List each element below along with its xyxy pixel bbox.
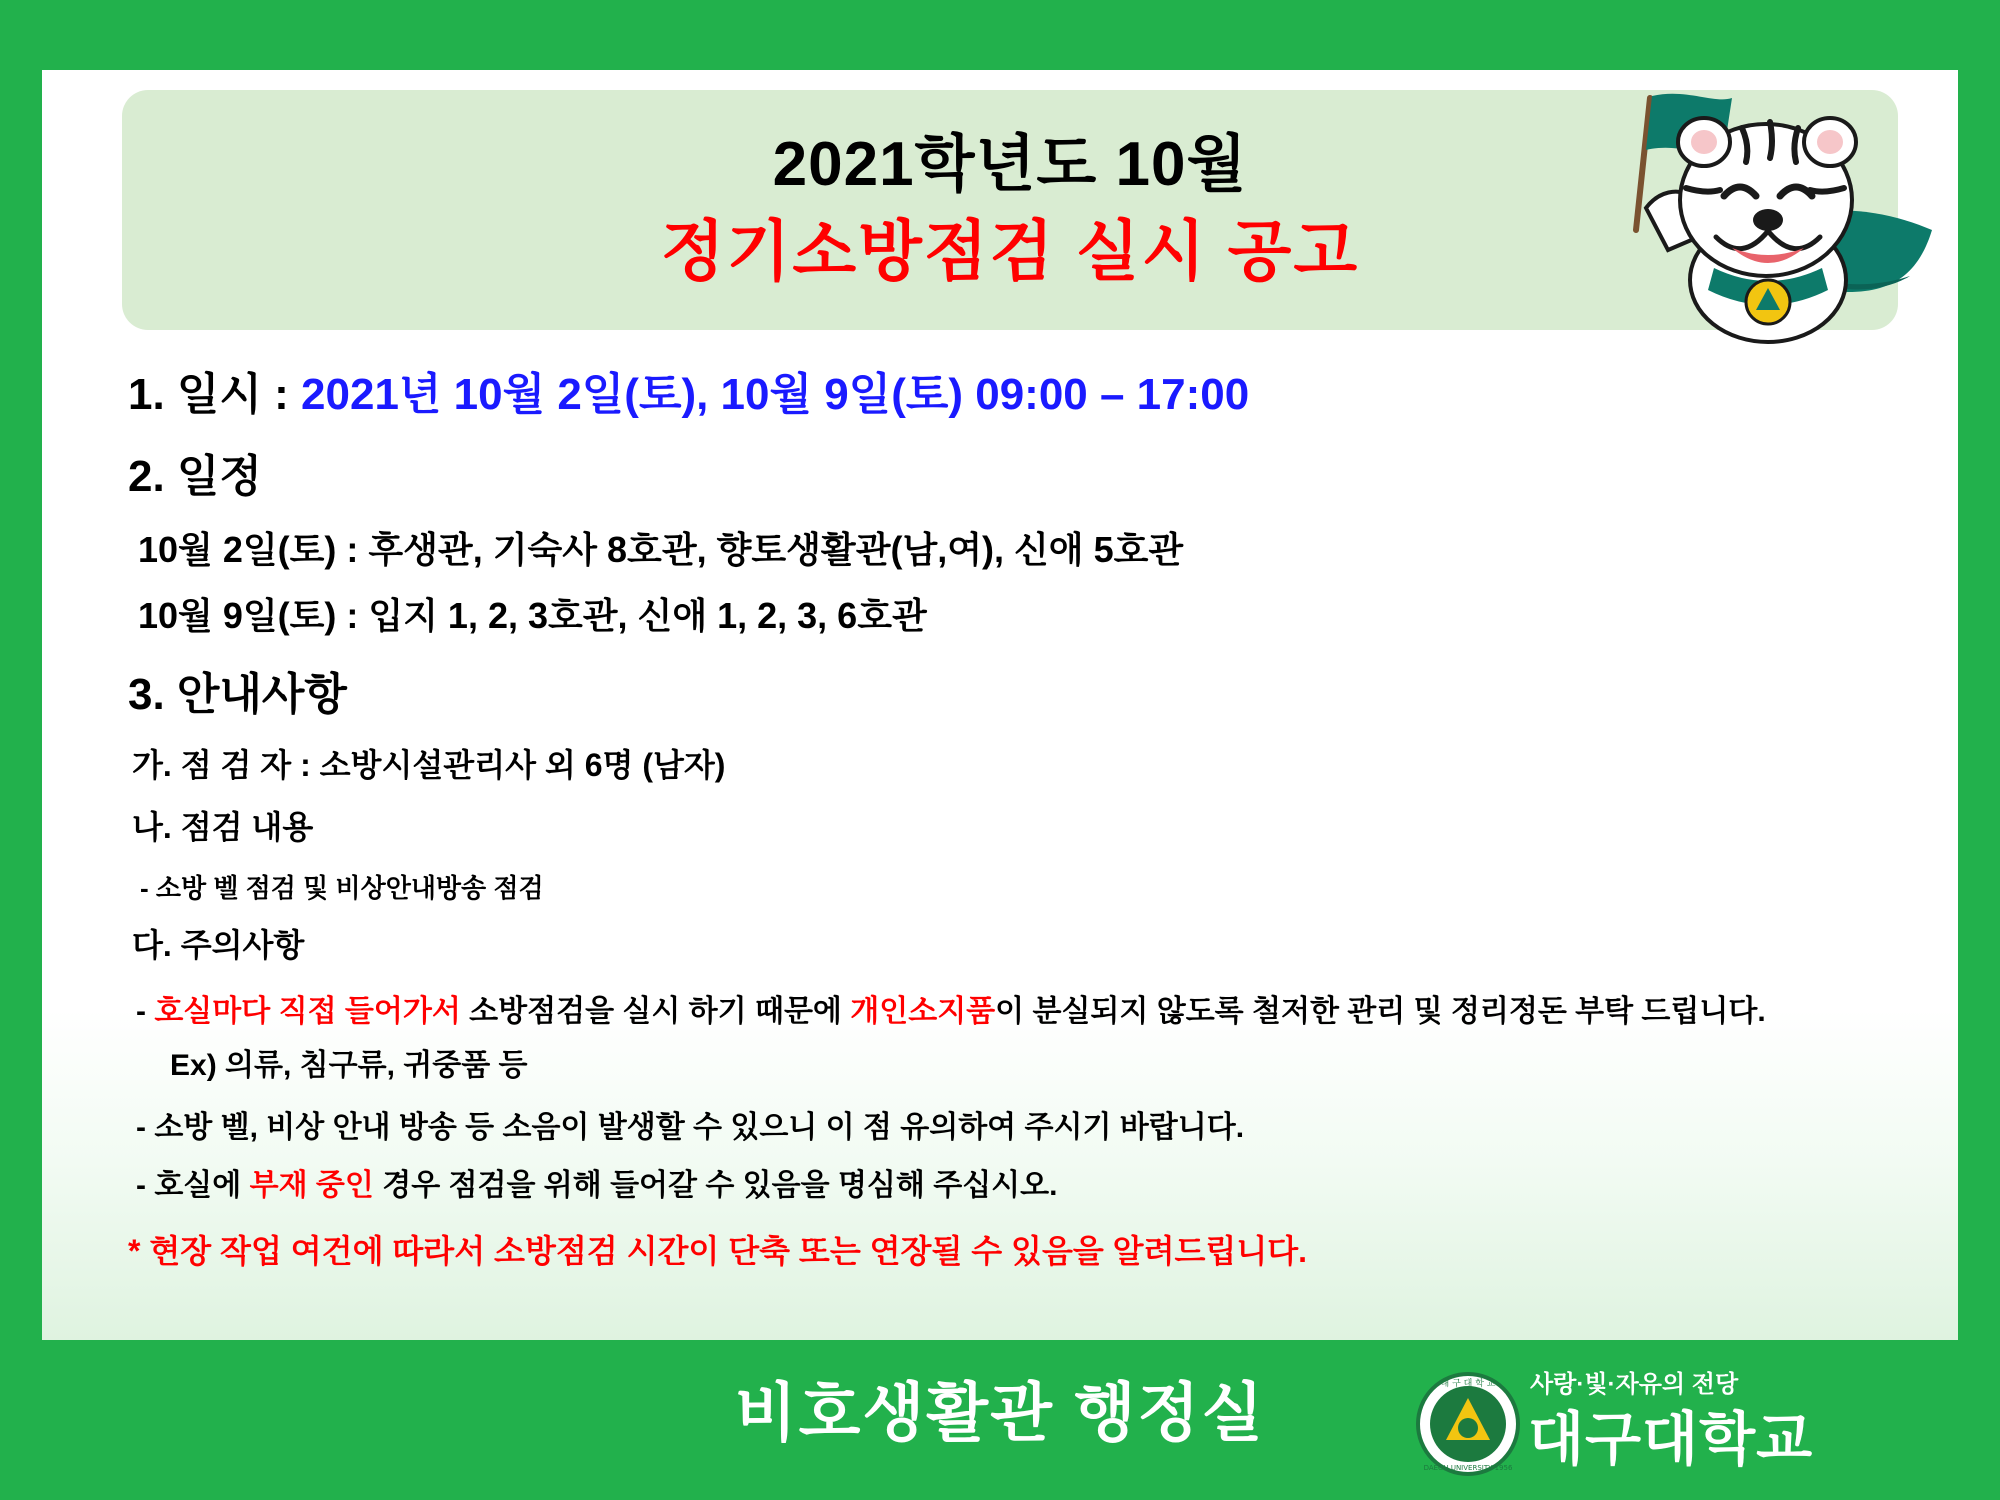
caution-3-post: 경우 점검을 위해 들어갈 수 있음을 명심해 주십시오. xyxy=(373,1169,1058,1202)
poster-title-line1: 2021학년도 10월 xyxy=(772,130,1248,199)
caution-3-pre: - 호실에 xyxy=(136,1169,250,1202)
university-emblem-icon xyxy=(1414,1370,1522,1478)
section-2-label: 2. 일정 xyxy=(128,452,262,501)
university-branding xyxy=(1400,1358,1960,1478)
section-2-line-1: 10월 2일(토) : 후생관, 기숙사 8호관, 향토생활관(남,여), 신애 5호관 xyxy=(138,529,1184,570)
section-3-item-a: 가. 점 검 자 : 소방시설관리사 외 6명 (남자) xyxy=(132,747,726,783)
svg-text:대 구 대 학 교: 대 구 대 학 교 xyxy=(1440,1379,1496,1389)
caution-1-dash: - xyxy=(136,995,155,1028)
poster-footer xyxy=(0,1340,2000,1500)
section-2-line-2: 10월 9일(토) : 입지 1, 2, 3호관, 신애 1, 2, 3, 6호관 xyxy=(138,595,927,636)
section-3-item-b: 나. 점검 내용 xyxy=(132,809,314,845)
svg-text:DAEGU UNIVERSITY 1956: DAEGU UNIVERSITY 1956 xyxy=(1423,1464,1513,1472)
section-3-label: 3. 안내사항 xyxy=(128,670,347,719)
caution-1-red-1: 호실마다 직접 들어가서 xyxy=(154,995,461,1028)
poster-card xyxy=(42,70,1958,1340)
section-3-footer-note: * 현장 작업 여건에 따라서 소방점검 시간이 단축 또는 연장될 수 있음을 알려드립니다. xyxy=(128,1233,1308,1269)
section-1-label: 1. 일시 : xyxy=(128,370,302,419)
caution-1-post: 이 분실되지 않도록 철저한 관리 및 정리정돈 부탁 드립니다. xyxy=(995,995,1766,1028)
caution-1-red-2: 개인소지품 xyxy=(850,995,996,1028)
university-slogan: 사랑·빛·자유의 전당 xyxy=(1530,1371,1739,1398)
caution-3-red: 부재 중인 xyxy=(249,1169,374,1202)
poster-title-line2: 정기소방점검 실시 공고 xyxy=(660,214,1360,288)
title-band xyxy=(122,90,1898,330)
caution-item-3 xyxy=(136,1160,1057,1204)
section-1-value: 2021년 10월 2일(토), 10월 9일(토) 09:00 – 17:00 xyxy=(301,370,1250,419)
footer-office-name: 비호생활관 행정실 xyxy=(734,1377,1266,1449)
section-1 xyxy=(128,358,1249,422)
section-3-item-c: 다. 주의사항 xyxy=(132,927,305,963)
caution-1-mid: 소방점검을 실시 하기 때문에 xyxy=(460,995,851,1028)
section-3-item-b-detail: - 소방 벨 점검 및 비상안내방송 점검 xyxy=(140,873,544,903)
caution-item-2: - 소방 벨, 비상 안내 방송 등 소음이 발생할 수 있으니 이 점 유의하여 주시기 바랍니다. xyxy=(136,1111,1245,1144)
caution-item-1 xyxy=(136,986,1766,1030)
caution-item-1-example: Ex) 의류, 침구류, 귀중품 등 xyxy=(170,1049,528,1082)
university-name: 대구대학교 xyxy=(1528,1407,1814,1472)
